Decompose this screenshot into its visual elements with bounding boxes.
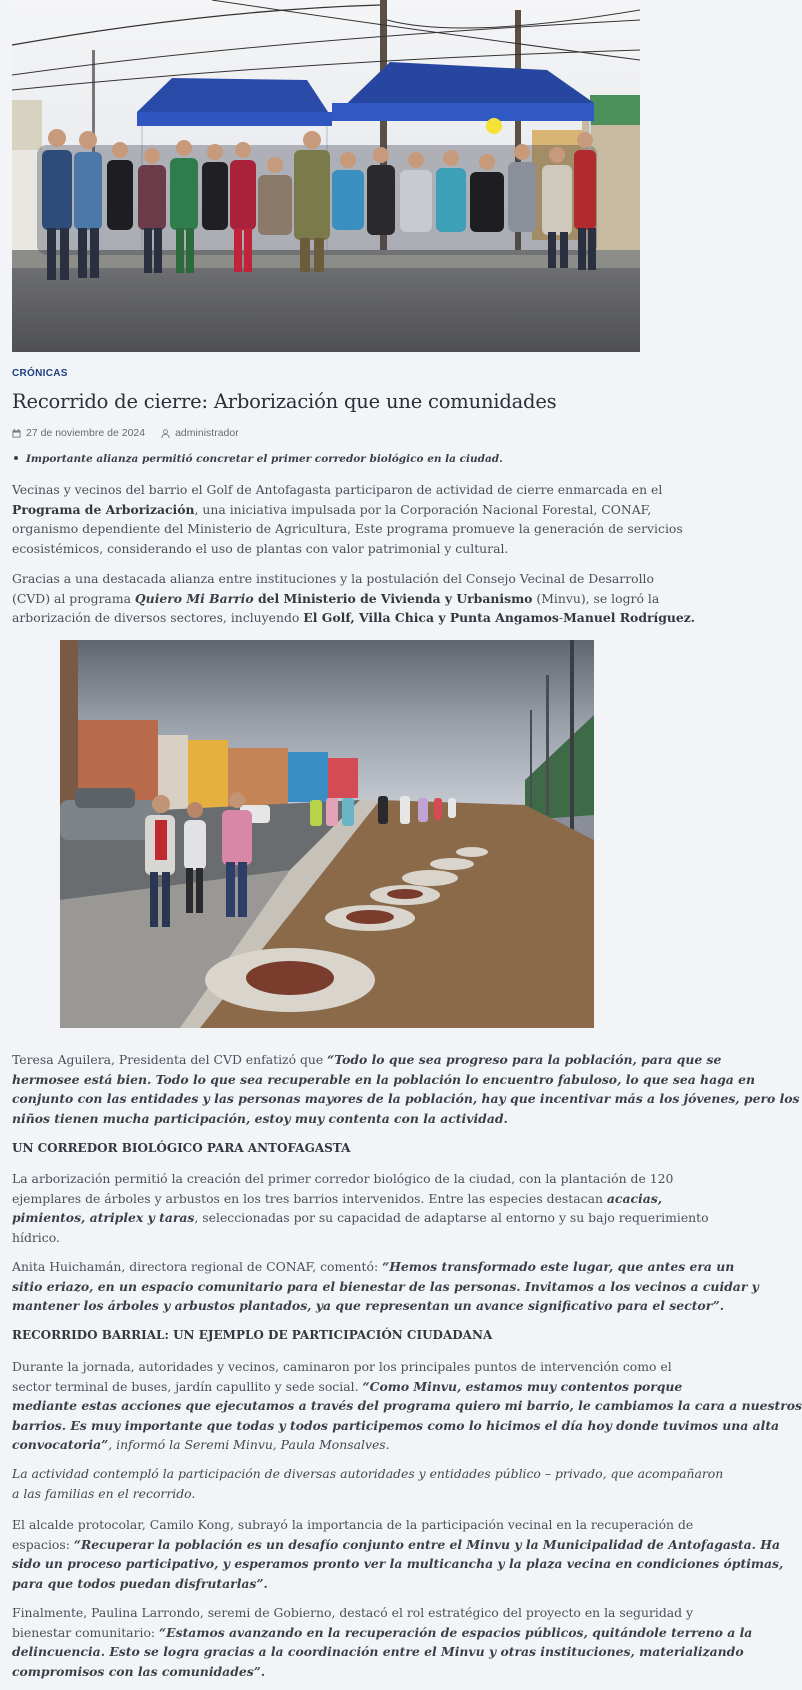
text-span: (Minvu), se logró la — [532, 590, 660, 606]
text-line — [12, 1377, 683, 1397]
text-span: ejemplares de árboles y arbustos en los tres barrios intervenidos. Entre las especies destacan — [12, 1190, 607, 1206]
text-line: Vecinas y vecinos del barrio el Golf de Antofagasta participaron de actividad de cierre enmarcada en el — [12, 482, 663, 497]
text-line — [12, 1257, 735, 1277]
quote-line: para que todos puedan disfrutarlas”. — [12, 1575, 268, 1591]
highlight-bullet — [14, 453, 503, 465]
group-photo-illustration — [12, 0, 640, 352]
text-span: espacios: — [12, 1536, 74, 1552]
text-line — [12, 608, 696, 628]
text-span: sector terminal de buses, jardín capullito y sede social. — [12, 1378, 363, 1394]
text-line: El alcalde protocolar, Camilo Kong, subrayó la importancia de la participación vecinal en la recuperación de — [12, 1517, 694, 1532]
text-line: Finalmente, Paulina Larrondo, seremi de Gobierno, destacó el rol estratégico del proyecto en la seguridad y — [12, 1605, 694, 1620]
quote-line: mantener los árboles y arbustos plantados, ya que representan un avance significativo para el sector”. — [12, 1298, 725, 1313]
quote-text: “Como Minvu, estamos muy contentos porque — [362, 1378, 683, 1394]
quote-line: sitio eriazo, en un espacio comunitario para el bienestar de las personas. Invitamos a los vecinos a cuidar y — [12, 1278, 759, 1294]
text-line: hídrico. — [12, 1229, 60, 1245]
hero-group-photo — [12, 0, 640, 352]
quote-text: convocatoria” — [12, 1437, 109, 1452]
quote-text: “Estamos avanzando en la recuperación de espacios públicos, quitándole terreno a la — [159, 1624, 753, 1640]
text-line — [12, 589, 660, 609]
user-icon — [161, 429, 170, 438]
bold-text: Programa de Arborización — [12, 501, 195, 517]
text-line: Gracias a una destacada alianza entre instituciones y la postulación del Consejo Vecinal de Desarrollo — [12, 571, 654, 586]
article-date: 27 de noviembre de 2024 — [26, 427, 146, 439]
paragraph-9 — [12, 1603, 753, 1681]
text-line — [12, 1435, 642, 1455]
quote-line: compromisos con las comunidades”. — [12, 1663, 266, 1679]
quote-line: conjunto con las entidades y las personas mayores de la población, hay que incentivar más a los jóvenes, pero los — [12, 1091, 800, 1106]
quote-line: hermosee está bien. Todo lo que sea recuperable en la población lo encuentro fabuloso, lo que sea haga en — [12, 1071, 755, 1087]
article-author[interactable]: administrador — [175, 427, 239, 439]
paragraph-6 — [12, 1357, 802, 1455]
text-span: , seleccionadas por su capacidad de adaptarse al entorno y su bajo requerimiento — [194, 1210, 709, 1225]
quote-text: “Recuperar la población es un desafío conjunto entre el Minvu y la Municipalidad de Antofagasta. Ha — [73, 1536, 781, 1552]
quote-line: delincuencia. Esto se logra gracias a la coordinación entre el Minvu y otras instituciones, materializando — [12, 1644, 744, 1659]
paragraph-7 — [12, 1464, 724, 1503]
bold-italic-text: pimientos, atriplex y taras — [12, 1210, 195, 1225]
quote-line: mediante estas acciones que ejecutamos a través del programa quiero mi barrio, le cambiamos la cara a nuestros — [12, 1398, 802, 1413]
bold-italic-text: acacias, — [606, 1190, 663, 1206]
text-span: arborización de diversos sectores, incluyendo — [12, 610, 304, 625]
paragraph-3 — [12, 1050, 800, 1148]
text-span: , una iniciativa impulsada por la Corporación Nacional Forestal, CONAF, — [194, 501, 652, 517]
bold-text: El Golf, Villa Chica y Punta Angamos — [303, 610, 559, 625]
text-span: Teresa Aguilera, Presidenta del CVD enfatizó que — [12, 1052, 328, 1067]
text-line: organismo dependiente del Ministerio de Agricultura, Este programa promueve la generación de servicios — [12, 521, 683, 536]
quote-text: “Todo lo que sea progreso para la población, para que se — [327, 1052, 722, 1067]
bold-text: del Ministerio de Vivienda y Urbanismo — [253, 590, 533, 606]
quote-text: “Hemos transformado este lugar, que antes era un — [382, 1259, 735, 1274]
italic-text: a las familias en el recorrido. — [12, 1485, 196, 1501]
walkway-photo — [60, 640, 594, 1028]
text-span: bienestar comunitario: — [12, 1624, 160, 1640]
text-line: Durante la jornada, autoridades y vecinos, caminaron por los principales puntos de intervención como el — [12, 1359, 672, 1374]
calendar-icon — [12, 429, 21, 438]
article-category[interactable]: CRÓNICAS — [12, 368, 68, 379]
text-line — [12, 1189, 663, 1209]
section-heading-2: RECORRIDO BARRIAL: UN EJEMPLO DE PARTICIPACIÓN CIUDADANA — [12, 1328, 493, 1342]
bullet-dot — [14, 456, 18, 460]
article-meta — [12, 427, 239, 439]
text-line — [12, 1050, 722, 1070]
italic-text: , informó la Seremi Minvu, Paula Monsalves. — [108, 1437, 390, 1452]
article-title: Recorrido de cierre: Arborización que une comunidades — [12, 390, 557, 413]
paragraph-1 — [12, 480, 683, 558]
bold-text: Manuel Rodríguez. — [563, 610, 696, 625]
quote-line: barrios. Es muy importante que todas y todos participemos como lo hicimos el día hoy donde tuvimos una alta — [12, 1417, 780, 1433]
highlight-text: Importante alianza permitió concretar el primer corredor biológico en la ciudad. — [26, 453, 503, 465]
quote-line: sido un proceso participativo, y esperamos pronto ver la multicancha y la plaza vecina en condiciones óptimas, — [12, 1556, 784, 1571]
walkway-photo-illustration — [60, 640, 594, 1028]
paragraph-4 — [12, 1169, 709, 1247]
text-span: Anita Huichamán, directora regional de CONAF, comentó: — [12, 1259, 383, 1274]
section-heading-1: UN CORREDOR BIOLÓGICO PARA ANTOFAGASTA — [12, 1141, 351, 1155]
text-span: - — [558, 610, 564, 625]
text-line — [12, 500, 652, 520]
quote-line: niños tienen mucha participación, estoy muy contenta con la actividad. — [12, 1110, 508, 1126]
paragraph-2 — [12, 569, 696, 628]
paragraph-8 — [12, 1515, 784, 1593]
text-span: (CVD) al programa — [12, 590, 135, 606]
text-line — [12, 1464, 724, 1484]
text-line — [12, 1208, 709, 1228]
bold-italic-text: Quiero Mi Barrio — [134, 590, 254, 606]
text-line — [12, 1484, 642, 1504]
paragraph-5 — [12, 1257, 759, 1316]
italic-text: La actividad contempló la participación de diversas autoridades y entidades público – privado, que acompañaron — [12, 1466, 724, 1481]
text-line — [12, 1623, 753, 1643]
text-line — [12, 1535, 781, 1555]
text-line: ecosistémicos, considerando el uso de plantas con valor patrimonial y cultural. — [12, 540, 509, 556]
text-line: La arborización permitió la creación del primer corredor biológico de la ciudad, con la plantación de 120 — [12, 1171, 674, 1186]
